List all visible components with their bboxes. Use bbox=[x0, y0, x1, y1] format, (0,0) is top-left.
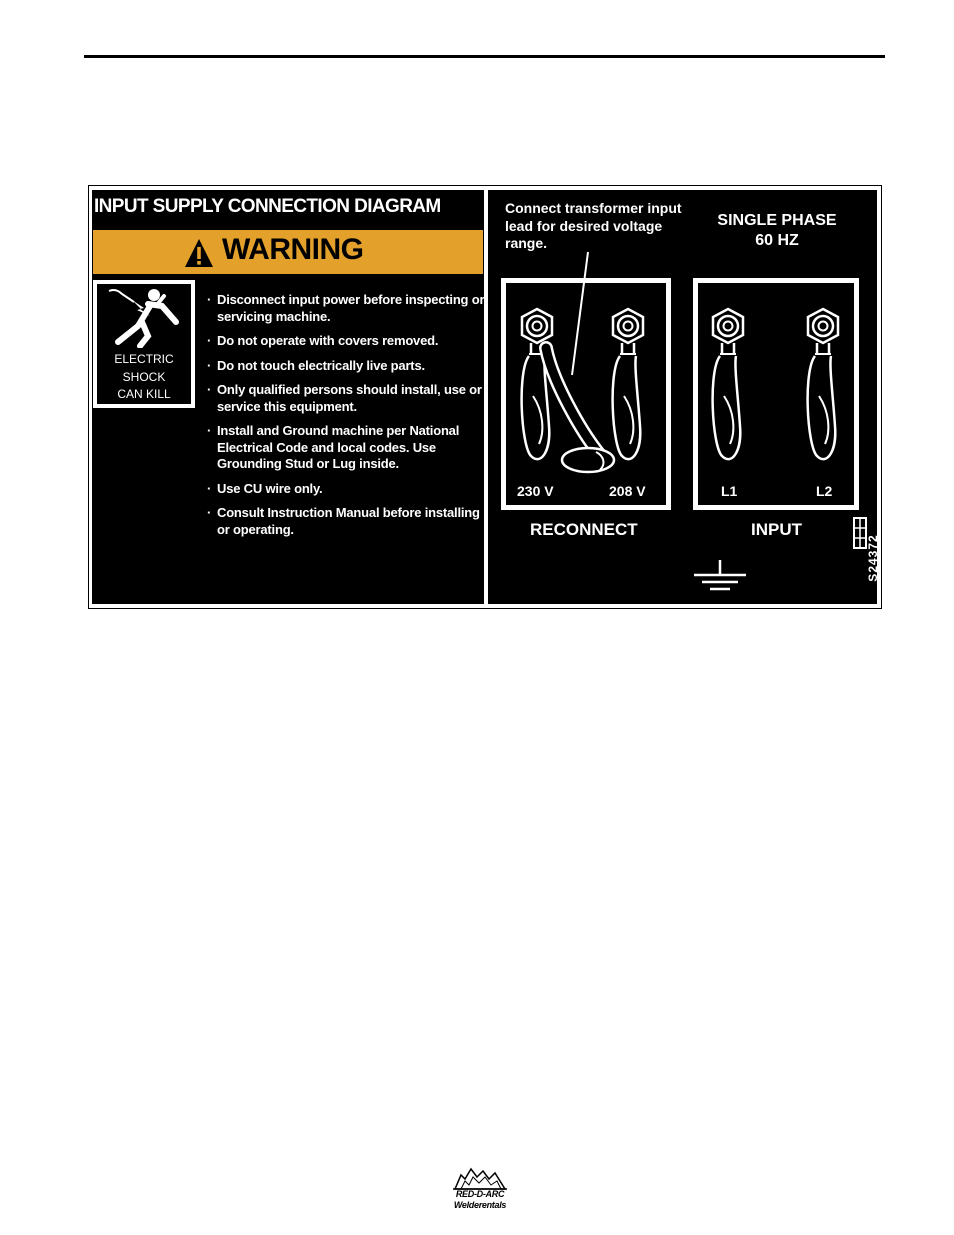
list-item: · Consult Instruction Manual before installing or operating. bbox=[207, 505, 487, 538]
input-title: INPUT bbox=[751, 520, 802, 539]
terminal-label-208v: 208 V bbox=[609, 483, 646, 499]
terminal-label-l1: L1 bbox=[721, 483, 738, 499]
reconnect-title: RECONNECT bbox=[530, 520, 638, 539]
logo-wordmark: RED-D-ARC bbox=[455, 1189, 505, 1199]
terminal-drawing bbox=[488, 190, 877, 604]
warning-triangle-icon bbox=[184, 238, 214, 268]
safety-instructions bbox=[207, 292, 487, 546]
part-number: S24372 bbox=[866, 534, 880, 582]
terminal-label-l2: L2 bbox=[816, 483, 833, 499]
terminal-l2-icon bbox=[808, 309, 838, 459]
terminal-l1-icon bbox=[713, 309, 743, 459]
terminal-230v-icon bbox=[522, 309, 552, 459]
list-item: · Disconnect input power before inspecting or servicing machine. bbox=[207, 292, 487, 325]
diagram-title: INPUT SUPPLY CONNECTION DIAGRAM bbox=[94, 196, 441, 217]
shock-caption: ELECTRIC SHOCK CAN KILL bbox=[114, 352, 174, 401]
logo-tagline: Welderentals bbox=[453, 1200, 507, 1210]
phase-rating: SINGLE PHASE 60 HZ bbox=[717, 212, 837, 249]
terminal-208v-icon bbox=[613, 309, 643, 459]
list-item: · Do not operate with covers removed. bbox=[207, 333, 487, 350]
reconnect-note: Connect transformer input lead for desired voltage range. bbox=[505, 200, 682, 251]
electric-shock-icon bbox=[104, 286, 184, 348]
list-item: · Do not touch electrically live parts. bbox=[207, 358, 487, 375]
list-item: · Use CU wire only. bbox=[207, 481, 487, 498]
list-item: · Only qualified persons should install, use or service this equipment. bbox=[207, 382, 487, 415]
header-rule bbox=[84, 55, 885, 58]
list-item: · Install and Ground machine per National Electrical Code and local codes. Use Grounding Stud or Lug inside. bbox=[207, 423, 487, 473]
warning-heading: WARNING bbox=[222, 233, 364, 266]
terminal-label-230v: 230 V bbox=[517, 483, 554, 499]
